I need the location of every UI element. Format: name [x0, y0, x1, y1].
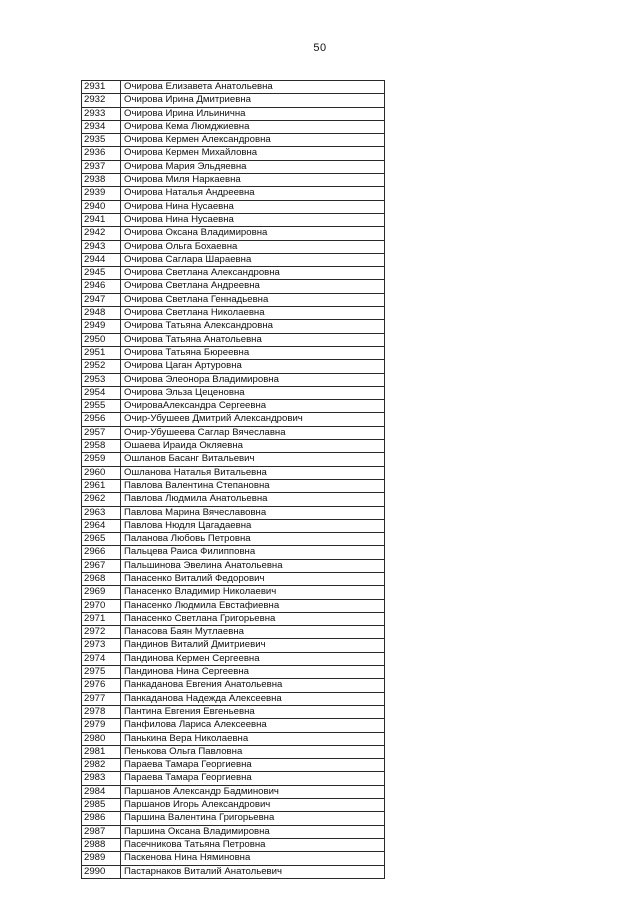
- full-name-cell: Паскенова Нина Няминовна: [121, 852, 385, 865]
- table-row: [82, 546, 385, 559]
- row-number-cell: 2969: [82, 586, 121, 599]
- table-row: [82, 360, 385, 373]
- row-number-cell: 2936: [82, 147, 121, 160]
- row-number-cell: 2950: [82, 333, 121, 346]
- row-number-cell: 2958: [82, 440, 121, 453]
- full-name-cell: Очирова Наталья Андреевна: [121, 187, 385, 200]
- table-row: [82, 413, 385, 426]
- full-name-cell: Очирова Татьяна Бюреевна: [121, 346, 385, 359]
- full-name-cell: Очир-Убушеева Саглар Вячеславна: [121, 426, 385, 439]
- table-row: [82, 107, 385, 120]
- row-number-cell: 2943: [82, 240, 121, 253]
- table-row: [82, 559, 385, 572]
- row-number-cell: 2957: [82, 426, 121, 439]
- table-row: [82, 705, 385, 718]
- table-row: [82, 81, 385, 94]
- row-number-cell: 2932: [82, 94, 121, 107]
- row-number-cell: 2980: [82, 732, 121, 745]
- table-row: [82, 639, 385, 652]
- full-name-cell: Панасенко Виталий Федорович: [121, 572, 385, 585]
- row-number-cell: 2988: [82, 838, 121, 851]
- full-name-cell: Очирова Светлана Александровна: [121, 267, 385, 280]
- table-row: [82, 227, 385, 240]
- row-number-cell: 2974: [82, 652, 121, 665]
- full-name-cell: Очирова Ирина Дмитриевна: [121, 94, 385, 107]
- table-row: [82, 213, 385, 226]
- row-number-cell: 2975: [82, 666, 121, 679]
- row-number-cell: 2945: [82, 267, 121, 280]
- full-name-cell: Очирова Саглара Шараевна: [121, 253, 385, 266]
- full-name-cell: Панфилова Лариса Алексеевна: [121, 719, 385, 732]
- page-number: 50: [313, 42, 327, 54]
- row-number-cell: 2972: [82, 626, 121, 639]
- full-name-cell: Павлова Марина Вячеславовна: [121, 506, 385, 519]
- row-number-cell: 2944: [82, 253, 121, 266]
- full-name-cell: Очирова Миля Наркаевна: [121, 174, 385, 187]
- full-name-cell: Очир-Убушеев Дмитрий Александрович: [121, 413, 385, 426]
- table-row: [82, 599, 385, 612]
- table-row: [82, 586, 385, 599]
- full-name-cell: Пандинова Нина Сергеевна: [121, 666, 385, 679]
- row-number-cell: 2985: [82, 799, 121, 812]
- table-row: [82, 679, 385, 692]
- full-name-cell: Панкаданова Евгения Анатольевна: [121, 679, 385, 692]
- row-number-cell: 2946: [82, 280, 121, 293]
- table-row: [82, 147, 385, 160]
- table-row: [82, 519, 385, 532]
- table-row: [82, 612, 385, 625]
- row-number-cell: 2984: [82, 785, 121, 798]
- row-number-cell: 2940: [82, 200, 121, 213]
- row-number-cell: 2970: [82, 599, 121, 612]
- full-name-cell: Панасенко Людмила Евстафиевна: [121, 599, 385, 612]
- row-number-cell: 2934: [82, 120, 121, 133]
- full-name-cell: Панкаданова Надежда Алексеевна: [121, 692, 385, 705]
- row-number-cell: 2981: [82, 745, 121, 758]
- row-number-cell: 2956: [82, 413, 121, 426]
- row-number-cell: 2964: [82, 519, 121, 532]
- row-number-cell: 2971: [82, 612, 121, 625]
- row-number-cell: 2987: [82, 825, 121, 838]
- row-number-cell: 2978: [82, 705, 121, 718]
- full-name-cell: Очирова Ирина Ильинична: [121, 107, 385, 120]
- full-name-cell: Пастарнаков Виталий Анатольевич: [121, 865, 385, 878]
- full-name-cell: Пальшинова Эвелина Анатольевна: [121, 559, 385, 572]
- name-list-body: [82, 81, 385, 879]
- table-row: [82, 865, 385, 878]
- row-number-cell: 2982: [82, 759, 121, 772]
- row-number-cell: 2968: [82, 572, 121, 585]
- full-name-cell: Очирова Нина Нусаевна: [121, 213, 385, 226]
- table-row: [82, 440, 385, 453]
- full-name-cell: Очирова Цаган Артуровна: [121, 360, 385, 373]
- row-number-cell: 2989: [82, 852, 121, 865]
- table-row: [82, 373, 385, 386]
- table-row: [82, 120, 385, 133]
- row-number-cell: 2939: [82, 187, 121, 200]
- table-row: [82, 852, 385, 865]
- row-number-cell: 2961: [82, 479, 121, 492]
- row-number-cell: 2979: [82, 719, 121, 732]
- full-name-cell: Параева Тамара Георгиевна: [121, 772, 385, 785]
- table-row: [82, 307, 385, 320]
- table-row: [82, 187, 385, 200]
- table-row: [82, 160, 385, 173]
- full-name-cell: Пандинова Кермен Сергеевна: [121, 652, 385, 665]
- full-name-cell: Панасенко Владимир Николаевич: [121, 586, 385, 599]
- full-name-cell: Ошланова Наталья Витальевна: [121, 466, 385, 479]
- row-number-cell: 2990: [82, 865, 121, 878]
- full-name-cell: Очирова Татьяна Анатольевна: [121, 333, 385, 346]
- table-row: [82, 785, 385, 798]
- row-number-cell: 2949: [82, 320, 121, 333]
- table-row: [82, 719, 385, 732]
- full-name-cell: Параева Тамара Георгиевна: [121, 759, 385, 772]
- row-number-cell: 2951: [82, 346, 121, 359]
- row-number-cell: 2948: [82, 307, 121, 320]
- table-row: [82, 240, 385, 253]
- full-name-cell: Очирова Элеонора Владимировна: [121, 373, 385, 386]
- full-name-cell: ОчироваАлександра Сергеевна: [121, 400, 385, 413]
- row-number-cell: 2942: [82, 227, 121, 240]
- row-number-cell: 2947: [82, 293, 121, 306]
- table-row: [82, 400, 385, 413]
- row-number-cell: 2977: [82, 692, 121, 705]
- table-row: [82, 479, 385, 492]
- table-row: [82, 94, 385, 107]
- full-name-cell: Очирова Кема Люмджиевна: [121, 120, 385, 133]
- full-name-cell: Пасечникова Татьяна Петровна: [121, 838, 385, 851]
- row-number-cell: 2931: [82, 81, 121, 94]
- full-name-cell: Очирова Елизавета Анатольевна: [121, 81, 385, 94]
- full-name-cell: Пенькова Ольга Павловна: [121, 745, 385, 758]
- table-row: [82, 453, 385, 466]
- row-number-cell: 2955: [82, 400, 121, 413]
- row-number-cell: 2960: [82, 466, 121, 479]
- row-number-cell: 2959: [82, 453, 121, 466]
- full-name-cell: Павлова Валентина Степановна: [121, 479, 385, 492]
- row-number-cell: 2941: [82, 213, 121, 226]
- table-row: [82, 799, 385, 812]
- full-name-cell: Панькина Вера Николаевна: [121, 732, 385, 745]
- full-name-cell: Панасенко Светлана Григорьевна: [121, 612, 385, 625]
- row-number-cell: 2933: [82, 107, 121, 120]
- table-row: [82, 666, 385, 679]
- full-name-cell: Паршина Валентина Григорьевна: [121, 812, 385, 825]
- table-row: [82, 745, 385, 758]
- table-row: [82, 732, 385, 745]
- table-row: [82, 825, 385, 838]
- full-name-cell: Очирова Мария Эльдяевна: [121, 160, 385, 173]
- table-row: [82, 293, 385, 306]
- full-name-cell: Очирова Эльза Цеценовна: [121, 386, 385, 399]
- row-number-cell: 2938: [82, 174, 121, 187]
- full-name-cell: Панасова Баян Мутлаевна: [121, 626, 385, 639]
- full-name-cell: Пальцева Раиса Филипповна: [121, 546, 385, 559]
- full-name-cell: Паршанов Александр Бадминович: [121, 785, 385, 798]
- table-row: [82, 134, 385, 147]
- table-row: [82, 506, 385, 519]
- full-name-cell: Павлова Людмила Анатольевна: [121, 493, 385, 506]
- full-name-cell: Очирова Татьяна Александровна: [121, 320, 385, 333]
- row-number-cell: 2986: [82, 812, 121, 825]
- table-row: [82, 692, 385, 705]
- table-row: [82, 626, 385, 639]
- row-number-cell: 2935: [82, 134, 121, 147]
- table-row: [82, 346, 385, 359]
- full-name-cell: Ошаева Ираида Окляевна: [121, 440, 385, 453]
- name-list-table: [81, 80, 385, 879]
- table-row: [82, 572, 385, 585]
- table-row: [82, 200, 385, 213]
- full-name-cell: Очирова Светлана Андреевна: [121, 280, 385, 293]
- row-number-cell: 2953: [82, 373, 121, 386]
- table-row: [82, 267, 385, 280]
- table-row: [82, 838, 385, 851]
- row-number-cell: 2965: [82, 533, 121, 546]
- table-row: [82, 333, 385, 346]
- row-number-cell: 2976: [82, 679, 121, 692]
- row-number-cell: 2952: [82, 360, 121, 373]
- table-row: [82, 386, 385, 399]
- full-name-cell: Очирова Нина Нусаевна: [121, 200, 385, 213]
- table-row: [82, 652, 385, 665]
- full-name-cell: Очирова Кермен Михайловна: [121, 147, 385, 160]
- row-number-cell: 2954: [82, 386, 121, 399]
- table-row: [82, 759, 385, 772]
- row-number-cell: 2966: [82, 546, 121, 559]
- table-row: [82, 174, 385, 187]
- table-row: [82, 320, 385, 333]
- table-row: [82, 253, 385, 266]
- table-row: [82, 280, 385, 293]
- row-number-cell: 2973: [82, 639, 121, 652]
- full-name-cell: Очирова Оксана Владимировна: [121, 227, 385, 240]
- full-name-cell: Очирова Светлана Николаевна: [121, 307, 385, 320]
- full-name-cell: Паланова Любовь Петровна: [121, 533, 385, 546]
- full-name-cell: Павлова Нюдля Цагадаевна: [121, 519, 385, 532]
- table-row: [82, 533, 385, 546]
- row-number-cell: 2962: [82, 493, 121, 506]
- table-row: [82, 812, 385, 825]
- row-number-cell: 2963: [82, 506, 121, 519]
- full-name-cell: Паршина Оксана Владимировна: [121, 825, 385, 838]
- table-row: [82, 493, 385, 506]
- full-name-cell: Очирова Кермен Александровна: [121, 134, 385, 147]
- full-name-cell: Пантина Евгения Евгеньевна: [121, 705, 385, 718]
- full-name-cell: Ошланов Басанг Витальевич: [121, 453, 385, 466]
- full-name-cell: Очирова Светлана Геннадьевна: [121, 293, 385, 306]
- full-name-cell: Паршанов Игорь Александрович: [121, 799, 385, 812]
- table-row: [82, 772, 385, 785]
- row-number-cell: 2937: [82, 160, 121, 173]
- row-number-cell: 2967: [82, 559, 121, 572]
- row-number-cell: 2983: [82, 772, 121, 785]
- full-name-cell: Пандинов Виталий Дмитриевич: [121, 639, 385, 652]
- full-name-cell: Очирова Ольга Бохаевна: [121, 240, 385, 253]
- table-row: [82, 466, 385, 479]
- table-row: [82, 426, 385, 439]
